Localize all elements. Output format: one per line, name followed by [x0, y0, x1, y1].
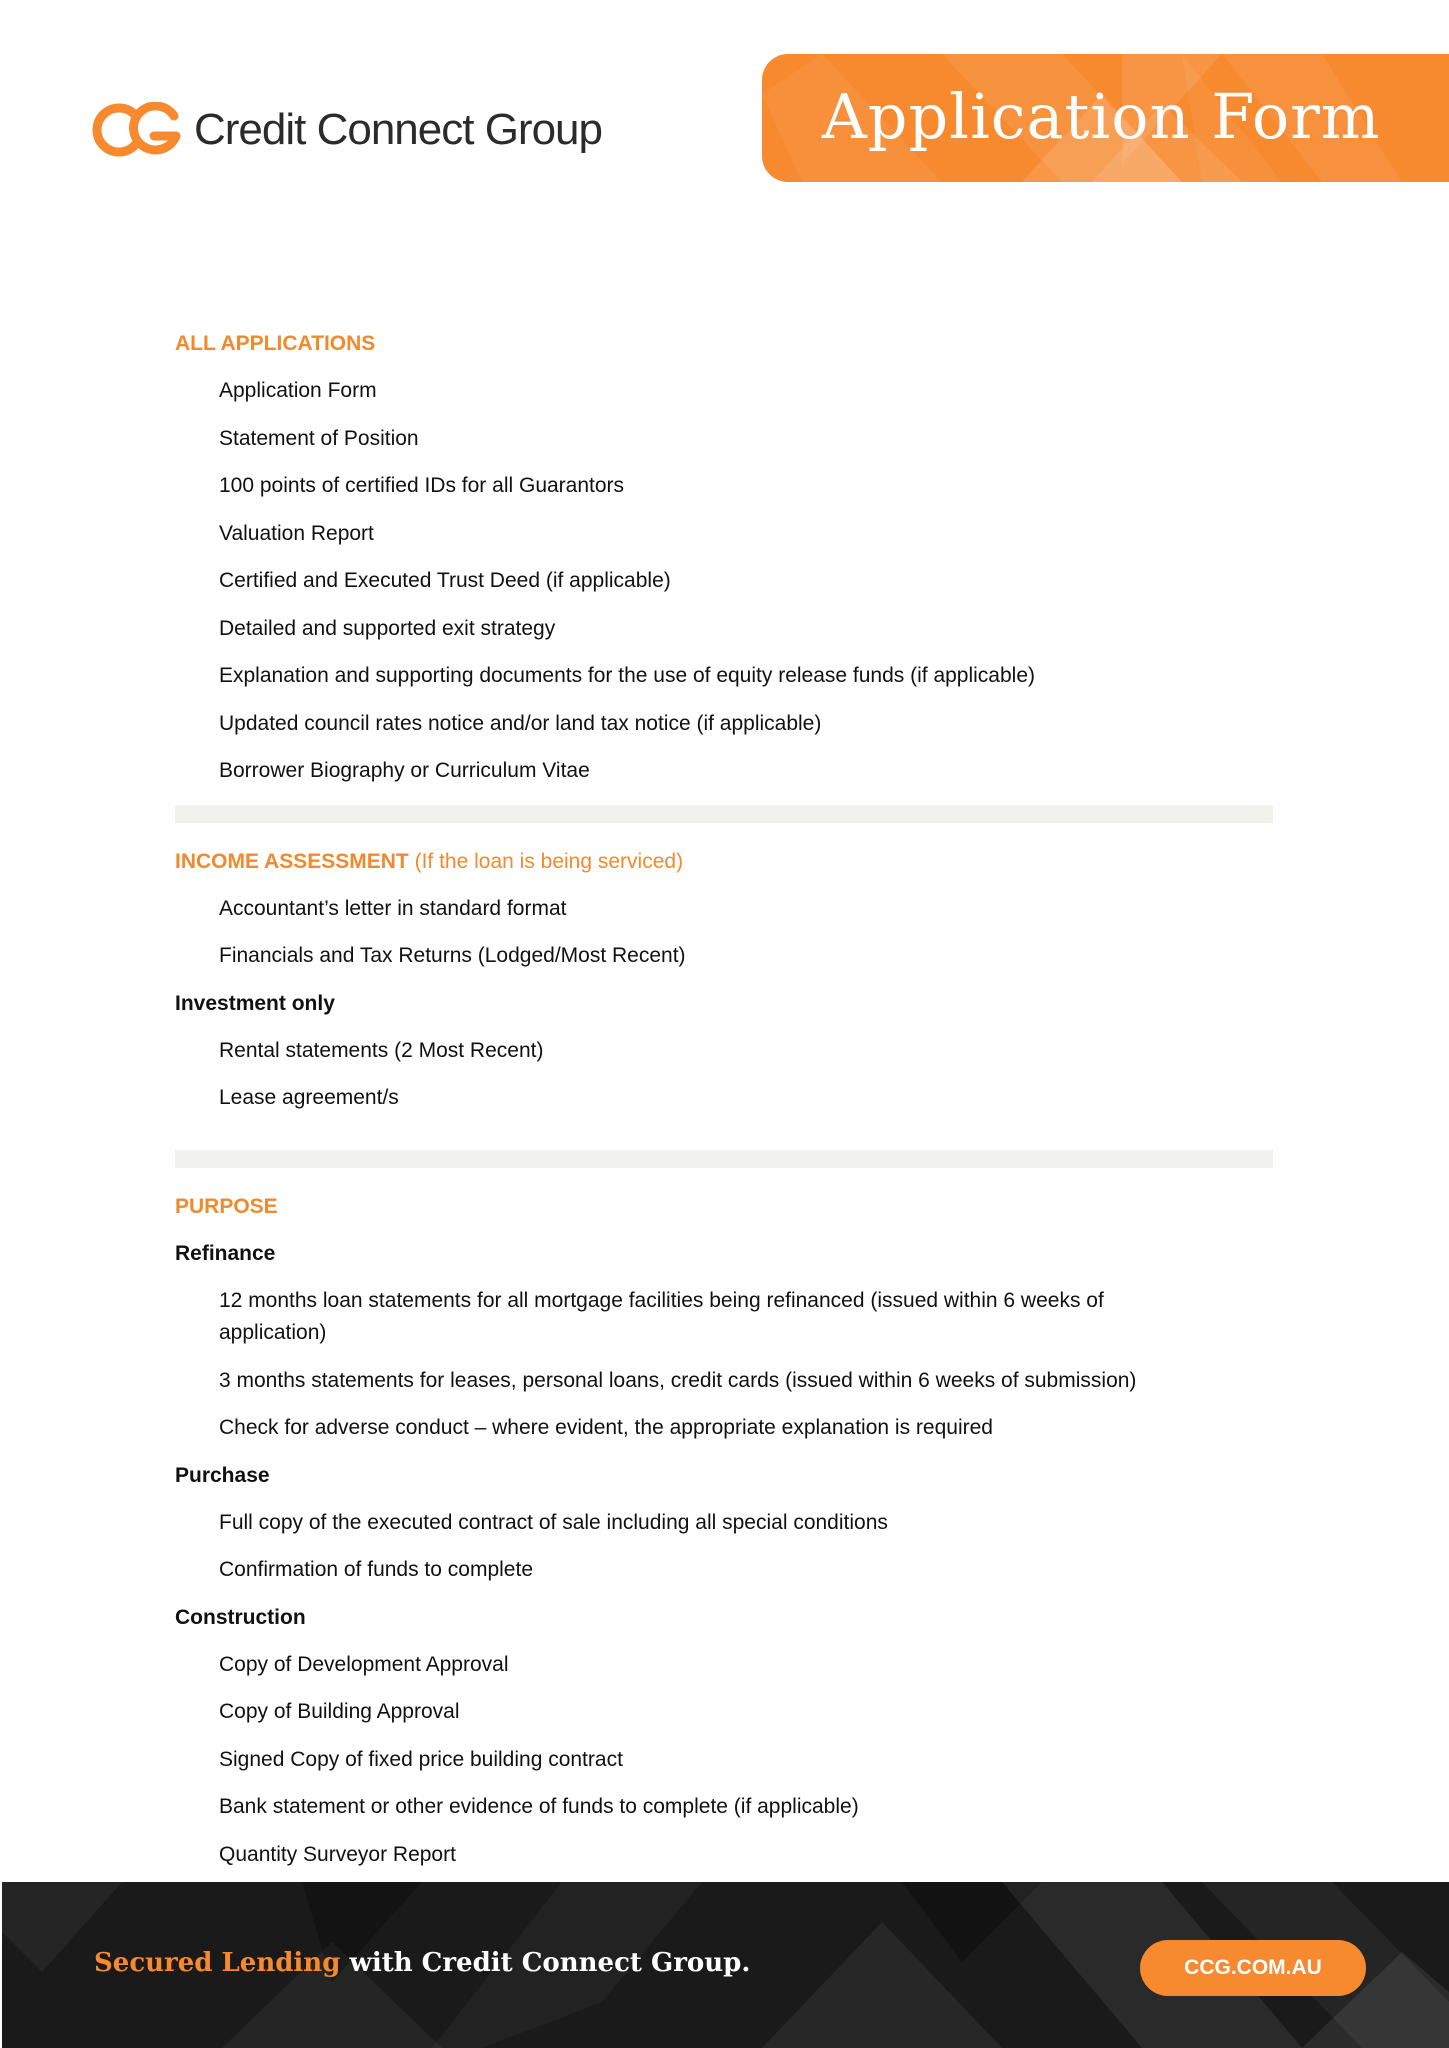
tagline-accent: Secured Lending [94, 1948, 341, 1978]
brand-name: Credit Connect Group [194, 105, 602, 154]
cg-monogram-icon [92, 102, 182, 158]
section-heading: PURPOSE [175, 1194, 278, 1218]
section-purpose [175, 1183, 1273, 1879]
list-item: Quantity Surveyor Report [219, 1842, 456, 1866]
list-item: Certified and Executed Trust Deed (if applicable) [219, 569, 671, 592]
page-footer [2, 1882, 1449, 2048]
list-item: Updated council rates notice and/or land tax notice (if applicable) [219, 711, 822, 735]
brand-logo [92, 98, 602, 162]
list-item: Confirmation of funds to complete [219, 1558, 533, 1581]
tagline-rest: with Credit Connect Group. [340, 1948, 751, 1978]
list-item: 12 months loan statements for all mortgage facilities being refinanced (issued within 6 weeks of application) [219, 1288, 1104, 1344]
subsection-heading: Purchase [175, 1463, 270, 1487]
section-heading: ALL APPLICATIONS [175, 332, 376, 355]
list-item: Lease agreement/s [219, 1086, 399, 1109]
list-item: Explanation and supporting documents for the use of equity release funds (if applicable) [219, 664, 1036, 687]
list-item: Signed Copy of fixed price building contract [219, 1747, 623, 1771]
section-heading [175, 838, 1273, 885]
footer-tagline [94, 1948, 750, 1978]
list-item: Copy of Development Approval [219, 1652, 509, 1676]
list-item: Accountant’s letter in standard format [219, 896, 567, 920]
section-divider [175, 805, 1273, 823]
list-item: Application Form [219, 379, 377, 402]
section-all-applications [175, 320, 1273, 795]
section-income-assessment [175, 838, 1273, 1122]
list-item: Rental statements (2 Most Recent) [219, 1038, 544, 1062]
page-title: Application Form [822, 80, 1381, 153]
subsection-heading: Investment only [175, 991, 335, 1015]
list-item: 100 points of certified IDs for all Guarantors [219, 474, 625, 497]
subsection-heading: Construction [175, 1605, 306, 1629]
list-item: Full copy of the executed contract of sale including all special conditions [219, 1510, 888, 1534]
list-item: Bank statement or other evidence of funds to complete (if applicable) [219, 1795, 859, 1818]
list-item: Borrower Biography or Curriculum Vitae [219, 759, 590, 782]
section-heading-note: (If the loan is being serviced) [414, 849, 684, 873]
list-item: Statement of Position [219, 426, 419, 450]
website-link-button[interactable]: CCG.COM.AU [1140, 1940, 1366, 1996]
subsection-heading: Refinance [175, 1241, 276, 1265]
section-divider [175, 1150, 1273, 1168]
list-item: Financials and Tax Returns (Lodged/Most Recent) [219, 944, 686, 967]
list-item: 3 months statements for leases, personal loans, credit cards (issued within 6 weeks of submission) [219, 1368, 1137, 1392]
title-banner [762, 54, 1449, 182]
checklist-content [175, 320, 1273, 1878]
list-item: Detailed and supported exit strategy [219, 616, 556, 640]
list-item: Copy of Building Approval [219, 1700, 460, 1723]
section-heading-text: INCOME ASSESSMENT [175, 849, 409, 873]
list-item: Valuation Report [219, 521, 374, 545]
list-item: Check for adverse conduct – where evident, the appropriate explanation is required [219, 1416, 993, 1439]
